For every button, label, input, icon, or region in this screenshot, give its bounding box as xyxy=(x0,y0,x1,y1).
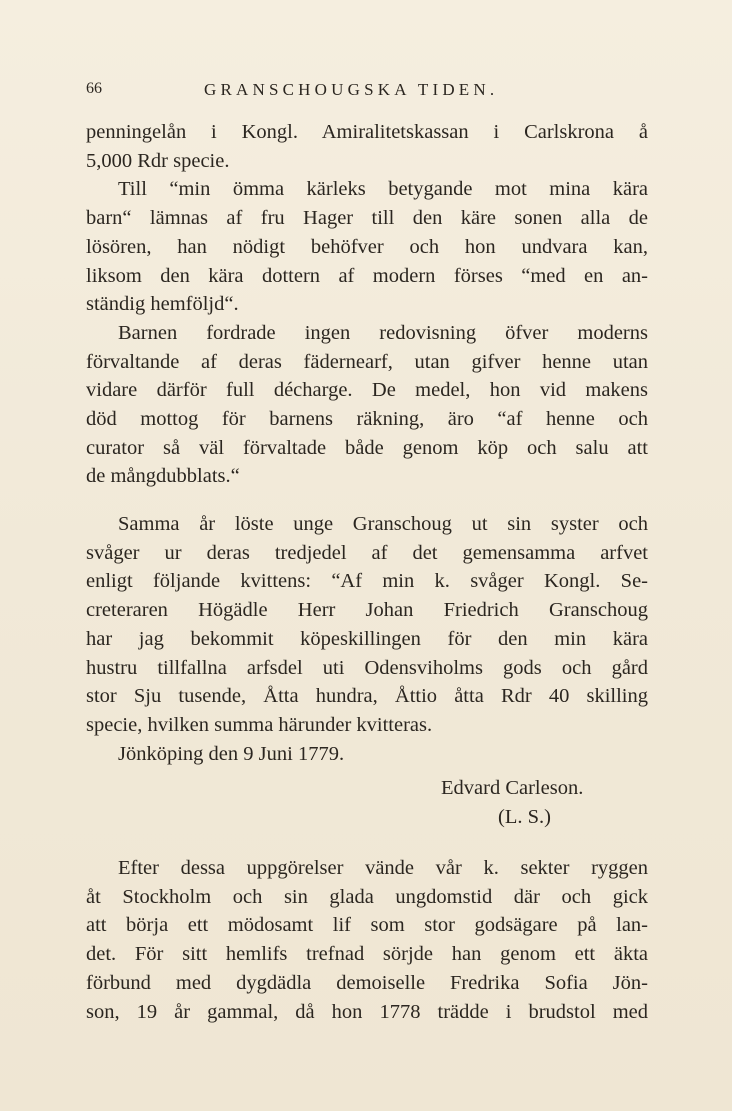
text-line: liksom den kära dottern af modern förses “med en an- xyxy=(86,264,648,287)
text-line: Till “min ömma kärleks betygande mot mina kära xyxy=(118,178,648,201)
paragraph-marriage xyxy=(86,854,648,1026)
page-header xyxy=(86,80,648,106)
text-line: de mångdubblats.“ xyxy=(86,465,240,488)
text-line: död mottog för barnens räkning, äro “af henne och xyxy=(86,408,648,431)
text-line: specie, hvilken summa härunder kvitteras. xyxy=(86,713,433,736)
text-line: Jönköping den 9 Juni 1779. xyxy=(118,742,345,765)
text-line: penningelån i Kongl. Amiralitetskassan i Carlskrona å xyxy=(86,121,648,143)
page-number: 66 xyxy=(86,80,102,97)
text-line: vidare därför full décharge. De medel, hon vid makens xyxy=(86,379,648,402)
text-line: att börja ett mödosamt lif som stor godsägare på lan- xyxy=(86,914,648,937)
paragraph-place-date xyxy=(86,740,648,769)
text-line: Efter dessa uppgörelser vände vår k. sekter ryggen xyxy=(118,857,648,879)
text-line: förbund med dygdädla demoiselle Fredrika Sofia Jön- xyxy=(86,971,648,994)
running-title: GRANSCHOUGSKA TIDEN. xyxy=(204,80,499,99)
body-text-receipt xyxy=(86,510,648,768)
paragraph-inheritance xyxy=(86,175,648,319)
signature-name: Edvard Carleson. xyxy=(441,777,584,799)
text-line: son, 19 år gammal, då hon 1778 trädde i brudstol med xyxy=(86,1000,648,1023)
text-line: creteraren Högädle Herr Johan Friedrich Granschoug xyxy=(86,599,648,622)
text-line: det. För sitt hemlifs trefnad sörjde han genom ett äkta xyxy=(86,943,648,966)
text-line: åt Stockholm och sin glada ungdomstid där och gick xyxy=(86,885,648,908)
text-line: 5,000 Rdr specie. xyxy=(86,149,230,172)
text-line: har jag bekommit köpeskillingen för den min kära xyxy=(86,627,648,650)
body-text-upper xyxy=(86,118,648,491)
text-line: förvaltande af deras fädernearf, utan gifver henne utan xyxy=(86,350,648,373)
paragraph-receipt xyxy=(86,510,648,740)
text-line: stor Sju tusende, Åtta hundra, Åttio åtta Rdr 40 skilling xyxy=(86,685,648,708)
text-line: enligt följande kvittens: “Af min k. svåger Kongl. Se- xyxy=(86,570,648,593)
text-line: barn“ lämnas af fru Hager till den käre sonen alla de xyxy=(86,207,648,230)
text-line: hustru tillfallna arfsdel uti Odensviholms gods och gård xyxy=(86,656,648,679)
text-line: ständig hemföljd“. xyxy=(86,293,239,316)
paragraph-loan xyxy=(86,118,648,175)
text-line: svåger ur deras tredjedel af det gemensamma arfvet xyxy=(86,541,648,564)
paragraph-accounting xyxy=(86,319,648,491)
signature-seal: (L. S.) xyxy=(498,806,551,828)
text-line: Samma år löste unge Granschoug ut sin syster och xyxy=(118,513,648,535)
body-text-lower xyxy=(86,854,648,1026)
text-line: Barnen fordrade ingen redovisning öfver moderns xyxy=(118,321,648,344)
text-line: curator så väl förvaltade både genom köp och salu att xyxy=(86,436,648,459)
text-line: lösören, han nödigt behöfver och hon undvara kan, xyxy=(86,235,648,258)
